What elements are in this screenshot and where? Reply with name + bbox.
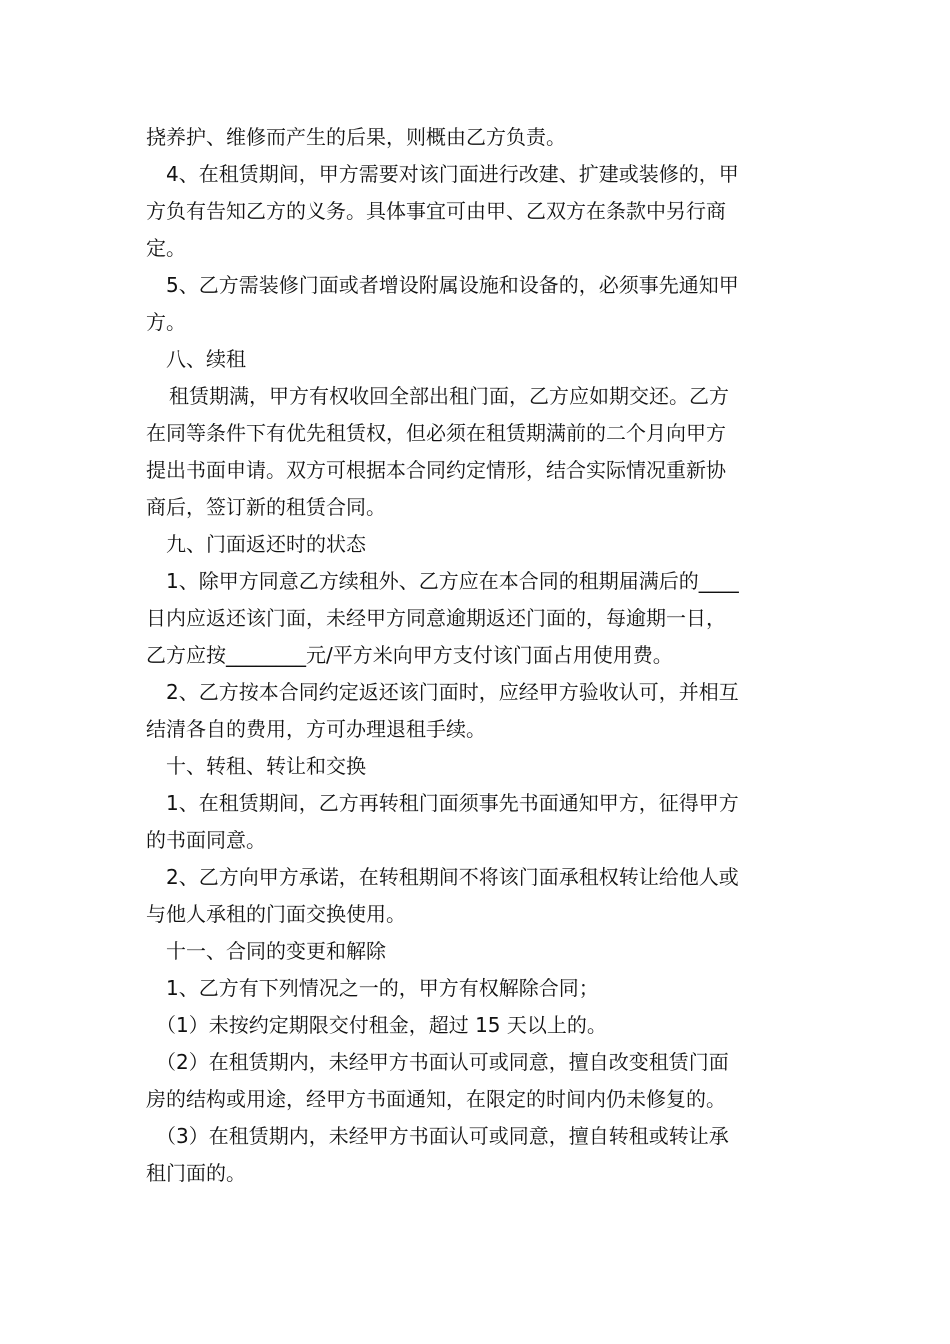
paragraph-line: 日内应返还该门面，未经甲方同意逾期返还门面的，每逾期一日， — [146, 606, 726, 630]
paragraph-line: 乙方应按________元/平方米向甲方支付该门面占用使用费。 — [146, 643, 673, 667]
clause-7-4: 4、在租赁期间，甲方需要对该门面进行改建、扩建或装修的，甲 — [166, 162, 739, 186]
clause-11-1: 1、乙方有下列情况之一的，甲方有权解除合同； — [166, 976, 599, 1000]
section-heading-10: 十、转租、转让和交换 — [166, 754, 366, 778]
paragraph-line: 定。 — [146, 236, 186, 260]
paragraph-line: 提出书面申请。双方可根据本合同约定情形，结合实际情况重新协 — [146, 458, 726, 482]
clause-9-2: 2、乙方按本合同约定返还该门面时，应经甲方验收认可，并相互 — [166, 680, 739, 704]
section-heading-8: 八、续租 — [166, 347, 246, 371]
section-heading-9: 九、门面返还时的状态 — [166, 532, 366, 556]
document-body — [146, 119, 806, 1192]
section-8-text: 租赁期满，甲方有权收回全部出租门面，乙方应如期交还。乙方 — [169, 384, 729, 408]
paragraph-line: 商后，签订新的租赁合同。 — [146, 495, 386, 519]
clause-10-1: 1、在租赁期间，乙方再转租门面须事先书面通知甲方，征得甲方 — [166, 791, 739, 815]
clause-10-2: 2、乙方向甲方承诺，在转租期间不将该门面承租权转让给他人或 — [166, 865, 739, 889]
paragraph-line: 结清各自的费用，方可办理退租手续。 — [146, 717, 486, 741]
paragraph-line: 与他人承租的门面交换使用。 — [146, 902, 406, 926]
section-heading-11: 十一、合同的变更和解除 — [166, 939, 386, 963]
clause-11-1-item-2: （2）在租赁期内，未经甲方书面认可或同意，擅自改变租赁门面 — [156, 1050, 729, 1074]
paragraph-line: 在同等条件下有优先租赁权，但必须在租赁期满前的二个月向甲方 — [146, 421, 726, 445]
paragraph-line: 房的结构或用途，经甲方书面通知，在限定的时间内仍未修复的。 — [146, 1087, 726, 1111]
clause-11-1-item-3: （3）在租赁期内，未经甲方书面认可或同意，擅自转租或转让承 — [156, 1124, 729, 1148]
paragraph-line: 的书面同意。 — [146, 828, 266, 852]
clause-7-5: 5、乙方需装修门面或者增设附属设施和设备的，必须事先通知甲 — [166, 273, 739, 297]
paragraph-line: 租门面的。 — [146, 1161, 246, 1185]
paragraph-line: 方。 — [146, 310, 186, 334]
paragraph-line: 挠养护、维修而产生的后果，则概由乙方负责。 — [146, 125, 566, 149]
paragraph-line: 方负有告知乙方的义务。具体事宜可由甲、乙双方在条款中另行商 — [146, 199, 726, 223]
clause-9-1: 1、除甲方同意乙方续租外、乙方应在本合同的租期届满后的____ — [166, 569, 739, 593]
clause-11-1-item-1: （1）未按约定期限交付租金，超过 15 天以上的。 — [156, 1013, 607, 1037]
